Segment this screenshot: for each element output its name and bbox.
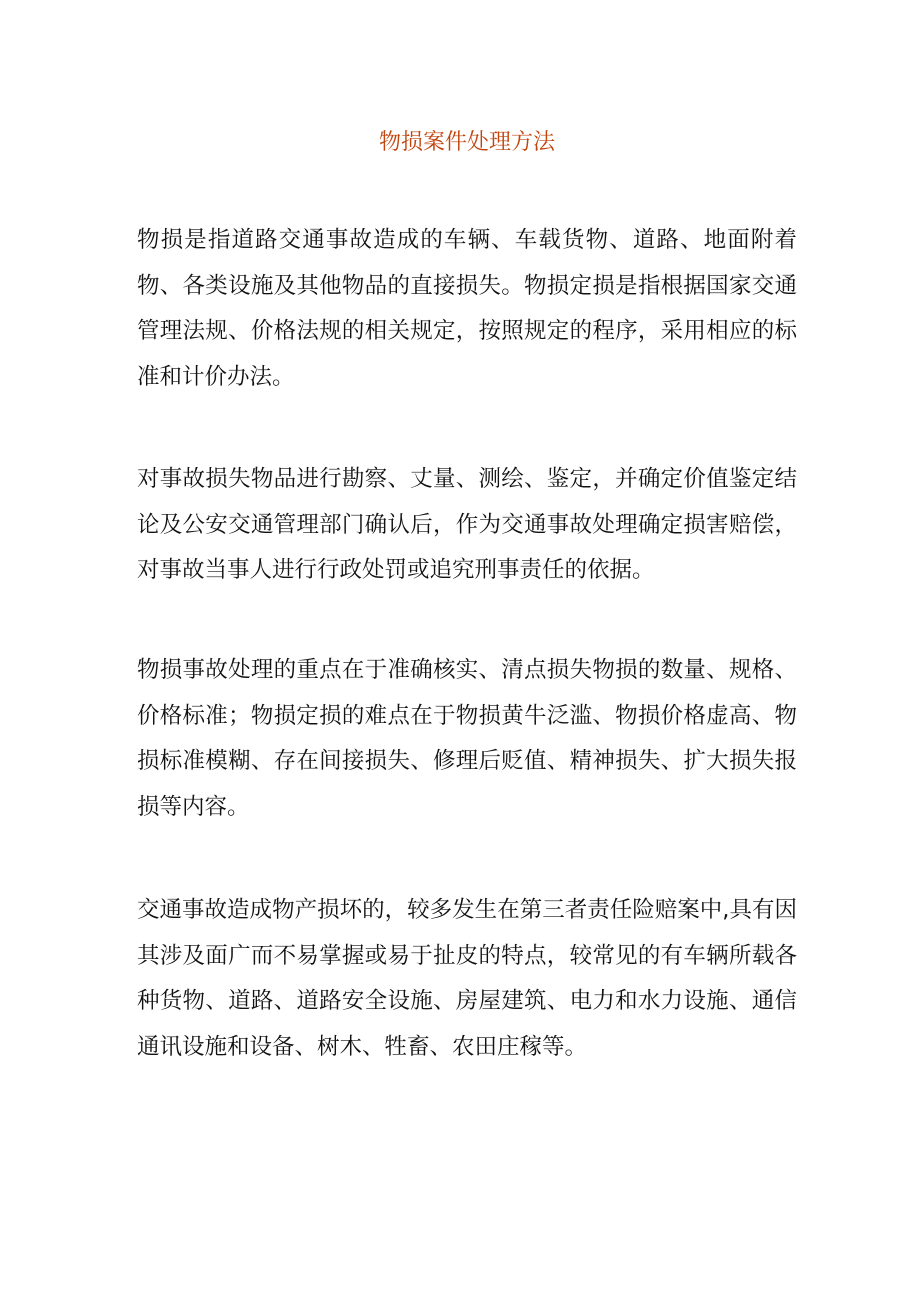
document-title: 物损案件处理方法	[378, 130, 555, 155]
paragraph-4: 交通事故造成物产损坏的，较多发生在第三者责任险赔案中,具有因其涉及面广而不易掌握或易于扯皮的特点，较常见的有车辆所载各种货物、道路、道路安全设施、房屋建筑、电力和水力设施、通信通讯设施和设备、树木、牲畜、农田庄稼等。	[137, 897, 797, 1060]
paragraph-2: 对事故损失物品进行勘察、丈量、测绘、鉴定，并确定价值鉴定结论及公安交通管理部门确认后，作为交通事故处理确定损害赔偿，对事故当事人进行行政处罚或追究刑事责任的依据。	[137, 466, 797, 583]
paragraph-3: 物损事故处理的重点在于准确核实、清点损失物损的数量、规格、价格标准；物损定损的难点在于物损黄牛泛滥、物损价格虚高、物损标准模糊、存在间接损失、修理后贬值、精神损失、扩大损失报损等内容。	[137, 657, 797, 820]
paragraph-1: 物损是指道路交通事故造成的车辆、车载货物、道路、地面附着物、各类设施及其他物品的直接损失。物损定损是指根据国家交通管理法规、价格法规的相关规定，按照规定的程序，采用相应的标准和计价办法。	[137, 227, 797, 390]
